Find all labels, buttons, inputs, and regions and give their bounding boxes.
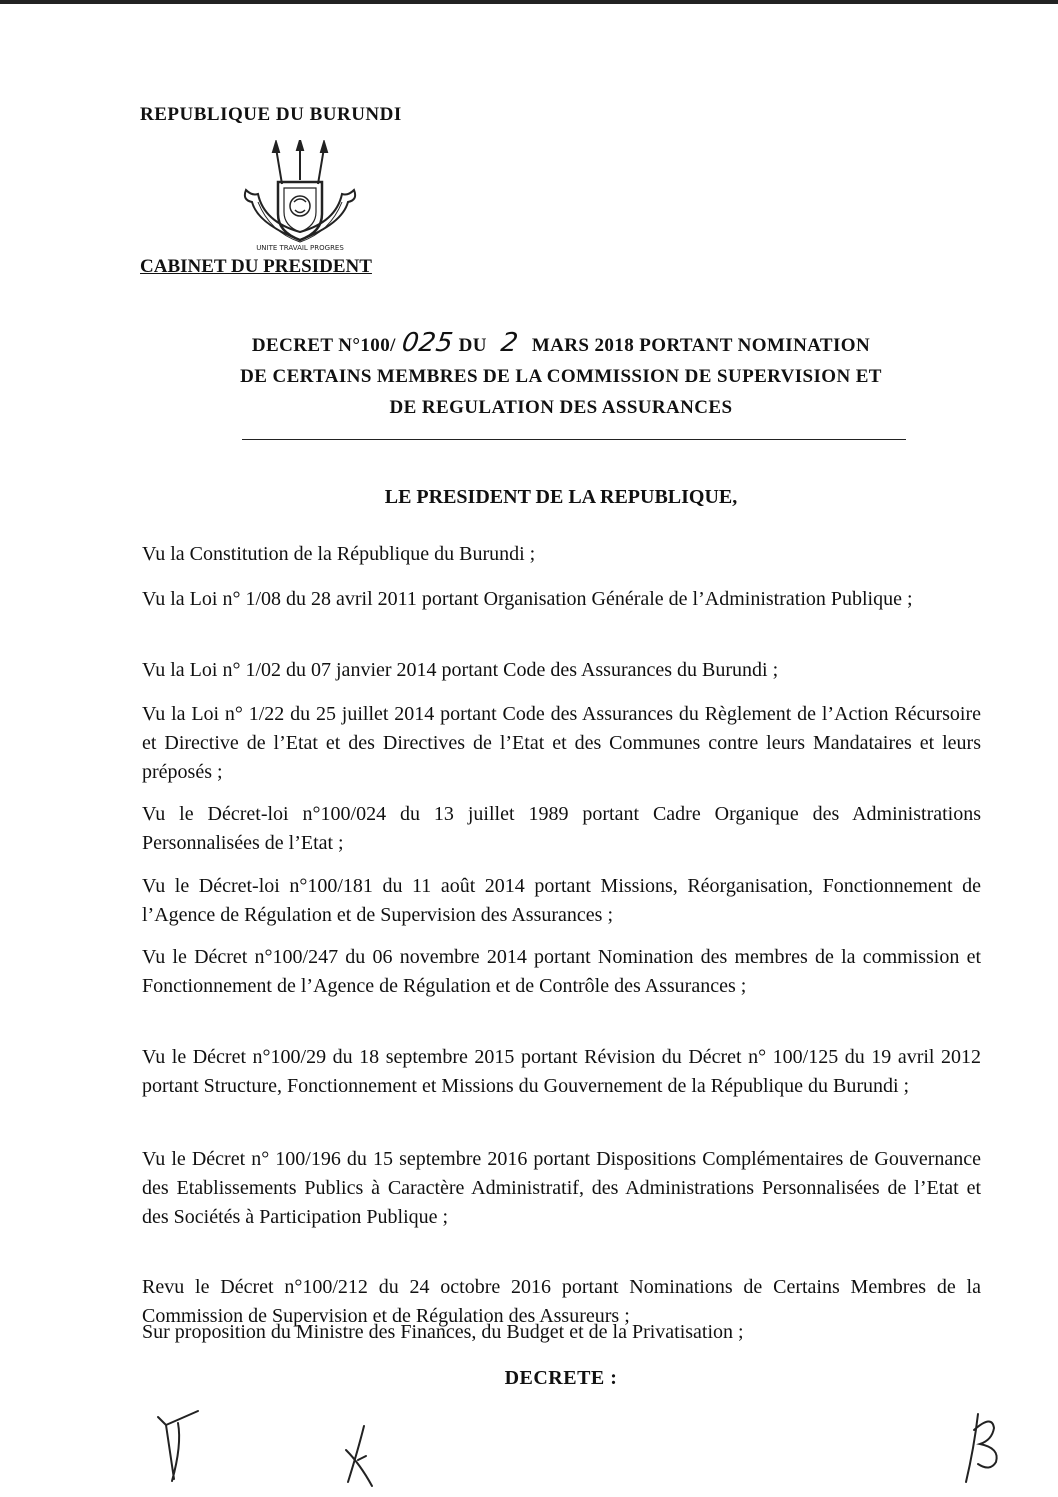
consideration-7: Vu le Décret n°100/247 du 06 novembre 2014 portant Nomination des membres de la commission et Fonctionnement de l’Agence de Régulation et de Contrôle des Assurances ; bbox=[142, 946, 981, 997]
title-separator bbox=[242, 439, 906, 440]
consideration-2: Vu la Loi n° 1/08 du 28 avril 2011 portant Organisation Générale de l’Administration Publique ; bbox=[142, 588, 913, 610]
decree-number-handwritten: 025 bbox=[399, 328, 455, 358]
decree-du: DU bbox=[458, 335, 487, 356]
issuer-heading: LE PRESIDENT DE LA REPUBLIQUE, bbox=[384, 486, 738, 508]
office-header: CABINET DU PRESIDENT bbox=[140, 256, 372, 277]
page-top-border bbox=[0, 0, 1058, 4]
handwritten-initial-2 bbox=[340, 1420, 380, 1490]
decree-title bbox=[140, 328, 982, 423]
consideration-8: Vu le Décret n°100/29 du 18 septembre 2015 portant Révision du Décret n° 100/125 du 19 avril 2012 portant Structure, Fonctionnement et Missions du Gouvernement de la République du Burundi ; bbox=[142, 1046, 981, 1097]
decree-title-rest: MARS 2018 PORTANT NOMINATION bbox=[531, 335, 871, 356]
handwritten-initial-3 bbox=[952, 1408, 1008, 1488]
consideration-11: Sur proposition du Ministre des Finances, du Budget et de la Privatisation ; bbox=[142, 1321, 744, 1343]
coat-of-arms-emblem bbox=[240, 140, 360, 258]
consideration-10: Revu le Décret n°100/212 du 24 octobre 2016 portant Nominations de Certains Membres de la Commission de Supervision et de Régulation des Assureurs ; bbox=[142, 1276, 981, 1327]
consideration-5: Vu le Décret-loi n°100/024 du 13 juillet 1989 portant Cadre Organique des Administrations Personnalisées de l’Etat ; bbox=[142, 803, 981, 854]
consideration-1: Vu la Constitution de la République du Burundi ; bbox=[142, 543, 536, 565]
decree-day-handwritten: 2 bbox=[498, 328, 520, 358]
decree-title-line1 bbox=[140, 328, 982, 361]
consideration-3: Vu la Loi n° 1/02 du 07 janvier 2014 portant Code des Assurances du Burundi ; bbox=[142, 659, 779, 681]
emblem-motto: UNITE TRAVAIL PROGRES bbox=[256, 244, 344, 252]
decree-prefix: DECRET N°100/ bbox=[251, 335, 396, 356]
consideration-6: Vu le Décret-loi n°100/181 du 11 août 2014 portant Missions, Réorganisation, Fonctionnement de l’Agence de Régulation et de Supervision des Assurances ; bbox=[142, 875, 981, 926]
country-header: REPUBLIQUE DU BURUNDI bbox=[140, 104, 402, 125]
decree-title-line2: DE CERTAINS MEMBRES DE LA COMMISSION DE SUPERVISION ET bbox=[240, 366, 882, 387]
decree-title-line3: DE REGULATION DES ASSURANCES bbox=[389, 397, 733, 418]
handwritten-initial-1 bbox=[152, 1405, 212, 1485]
decrete-heading: DECRETE : bbox=[504, 1367, 618, 1389]
consideration-9: Vu le Décret n° 100/196 du 15 septembre 2016 portant Dispositions Complémentaires de Gouvernance des Etablissements Publics à Caractère Administratif, des Administrations Personnalisées de l’Etat et des Sociétés à Participation Publique ; bbox=[142, 1148, 981, 1228]
consideration-4: Vu la Loi n° 1/22 du 25 juillet 2014 portant Code des Assurances du Règlement de l’Action Récursoire et Directive de l’Etat et des Directives de l’Etat et des Communes contre leurs Mandataires et leurs préposés ; bbox=[142, 703, 981, 783]
